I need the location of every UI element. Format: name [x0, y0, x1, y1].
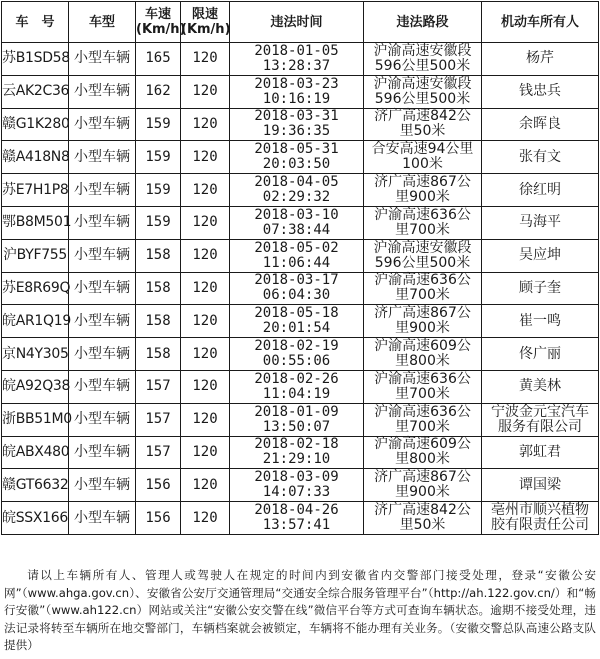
owner-line: 黄美林 — [519, 378, 561, 395]
violation-date: 2018-03-17 — [254, 272, 339, 289]
table-row — [2, 469, 599, 502]
road-line: 596公里500米 — [374, 90, 471, 107]
road-line: 沪渝高速609公 — [374, 338, 471, 355]
violation-road-cell — [364, 436, 482, 469]
violation-clock: 13:50:07 — [262, 418, 331, 435]
owner-cell — [482, 206, 599, 239]
violation-time-cell — [230, 75, 364, 108]
table-row — [2, 305, 599, 338]
plate-cell: 皖A92Q38 — [2, 370, 69, 403]
violation-time-cell — [230, 174, 364, 207]
owner-cell — [482, 75, 599, 108]
violation-road-cell — [364, 174, 482, 207]
plate-cell: 赣A418N8 — [2, 141, 69, 174]
violation-road-cell — [364, 75, 482, 108]
speed-cell: 158 — [136, 272, 181, 305]
table-row — [2, 108, 599, 141]
owner-line: 谭国梁 — [519, 476, 561, 493]
road-line: 济广高速867公 — [374, 469, 471, 486]
owner-line: 宁波金元宝汽车 — [491, 403, 589, 420]
violation-road-cell — [364, 239, 482, 272]
violation-road-cell — [364, 141, 482, 174]
vehicle-type-cell: 小型车辆 — [69, 43, 136, 76]
speed-cell: 165 — [136, 43, 181, 76]
violation-time-cell — [230, 502, 364, 535]
header-limit-label: 限速 — [191, 7, 218, 22]
violation-clock: 20:03:50 — [262, 156, 331, 173]
vehicle-type-cell: 小型车辆 — [69, 272, 136, 305]
owner-cell — [482, 141, 599, 174]
road-line: 里700米 — [395, 287, 450, 304]
vehicle-type-cell: 小型车辆 — [69, 108, 136, 141]
violation-clock: 13:28:37 — [262, 57, 331, 74]
owner-cell — [482, 174, 599, 207]
road-line: 沪渝高速636公 — [374, 370, 471, 387]
speed-cell: 158 — [136, 305, 181, 338]
vehicle-type-cell: 小型车辆 — [69, 403, 136, 436]
road-line: 沪渝高速636公 — [374, 206, 471, 223]
violation-time-cell — [230, 272, 364, 305]
violation-clock: 02:29:32 — [262, 189, 331, 206]
speeding-violations-table — [1, 1, 599, 535]
speed-cell: 158 — [136, 338, 181, 371]
road-line: 沪渝高速636公 — [374, 403, 471, 420]
owner-line: 马海平 — [519, 214, 561, 231]
speed-limit-cell: 120 — [181, 239, 230, 272]
violation-date: 2018-05-18 — [254, 305, 339, 322]
road-line: 沪渝高速安徽段 — [373, 42, 472, 59]
violation-date: 2018-02-18 — [254, 436, 339, 453]
plate-cell: 苏E7H1P8 — [2, 174, 69, 207]
speed-limit-cell: 120 — [181, 43, 230, 76]
speed-limit-cell: 120 — [181, 75, 230, 108]
header-violation-road: 违法路段 — [364, 2, 482, 43]
violation-road-cell — [364, 502, 482, 535]
speed-cell: 159 — [136, 108, 181, 141]
owner-line: 吴应坤 — [519, 247, 561, 264]
owner-line: 杨芹 — [526, 50, 554, 67]
owner-cell — [482, 338, 599, 371]
header-violation-time: 违法时间 — [230, 2, 364, 43]
owner-cell — [482, 43, 599, 76]
header-speed-unit: (Km/h) — [136, 22, 186, 37]
violation-clock: 11:06:44 — [262, 254, 331, 271]
road-line: 里800米 — [395, 451, 450, 468]
violation-time-cell — [230, 43, 364, 76]
speed-limit-cell: 120 — [181, 272, 230, 305]
table-row — [2, 370, 599, 403]
speed-limit-cell: 120 — [181, 370, 230, 403]
plate-cell: 浙BB51M0 — [2, 403, 69, 436]
road-line: 100米 — [402, 156, 443, 173]
road-line: 里900米 — [395, 189, 450, 206]
vehicle-type-cell: 小型车辆 — [69, 239, 136, 272]
header-speed — [136, 2, 186, 43]
header-speed-limit — [181, 2, 230, 43]
speed-limit-cell: 120 — [181, 469, 230, 502]
vehicle-type-cell: 小型车辆 — [69, 436, 136, 469]
table-row — [2, 502, 599, 535]
vehicle-type-cell: 小型车辆 — [69, 141, 136, 174]
speed-cell: 156 — [136, 469, 181, 502]
violation-clock: 11:04:19 — [262, 385, 331, 402]
violation-road-cell — [364, 108, 482, 141]
road-line: 里900米 — [395, 484, 450, 501]
violation-clock: 07:38:44 — [262, 221, 331, 238]
speed-cell: 162 — [136, 75, 181, 108]
violation-date: 2018-05-02 — [254, 239, 339, 256]
owner-line: 郭虹君 — [519, 443, 561, 460]
speed-cell: 157 — [136, 403, 181, 436]
speed-limit-cell: 120 — [181, 305, 230, 338]
road-line: 里900米 — [395, 320, 450, 337]
plate-cell: 皖ABX480 — [2, 436, 69, 469]
road-line: 596公里500米 — [374, 57, 471, 74]
violation-road-cell — [364, 370, 482, 403]
owner-cell — [482, 272, 599, 305]
violation-road-cell — [364, 206, 482, 239]
speed-cell: 156 — [136, 502, 181, 535]
owner-line: 张有文 — [519, 148, 561, 165]
violation-date: 2018-02-19 — [254, 338, 339, 355]
violation-road-cell — [364, 43, 482, 76]
plate-cell: 云AK2C36 — [2, 75, 69, 108]
violation-clock: 20:01:54 — [262, 320, 331, 337]
violation-date: 2018-03-23 — [254, 75, 339, 92]
speed-limit-cell: 120 — [181, 338, 230, 371]
violation-time-cell — [230, 239, 364, 272]
speed-cell: 159 — [136, 206, 181, 239]
speed-limit-cell: 120 — [181, 174, 230, 207]
notice-paragraph: 请以上车辆所有人、管理人或驾驶人在规定的时间内到安徽省内交警部门接受处理，登录“安徽公安网”（www.ahga.gov.cn）、安徽省公安厅交通管理局“交通安全综合服务管理平台”（http://ah.122.gov.cn/）和“畅行安徽”（www.ah122.cn）网站或关注“安徽公安交警在线”微信平台等方式可查询车辆状态。逾期不接受处理，违法记录将转至车辆所在地交警部门，车辆档案就会被锁定，车辆将不能办理有关业务。（安徽交警总队高速公路支队提供） — [4, 568, 596, 653]
speed-cell: 159 — [136, 141, 181, 174]
violation-clock: 19:36:35 — [262, 123, 331, 140]
table-row — [2, 403, 599, 436]
plate-cell: 赣G1K280 — [2, 108, 69, 141]
violation-date: 2018-04-05 — [254, 174, 339, 191]
road-line: 里800米 — [395, 353, 450, 370]
owner-line: 亳州市顺兴植物 — [491, 502, 589, 519]
header-speed-label: 车速 — [144, 7, 171, 22]
road-line: 济广高速842公 — [374, 108, 471, 125]
violation-time-cell — [230, 370, 364, 403]
road-line: 济广高速867公 — [374, 174, 471, 191]
speed-cell: 158 — [136, 239, 181, 272]
header-plate: 车 号 — [2, 2, 69, 43]
violation-date: 2018-03-31 — [254, 108, 339, 125]
road-line: 沪渝高速安徽段 — [373, 239, 472, 256]
owner-line: 钱忠兵 — [519, 83, 561, 100]
violation-road-cell — [364, 469, 482, 502]
owner-line: 佟广丽 — [519, 345, 561, 362]
road-line: 合安高速94公里 — [371, 141, 474, 158]
violation-time-cell — [230, 141, 364, 174]
road-line: 里700米 — [395, 221, 450, 238]
table-header-row — [2, 2, 599, 43]
violation-road-cell — [364, 403, 482, 436]
header-owner: 机动车所有人 — [482, 2, 599, 43]
plate-cell: 鄂B8M501 — [2, 206, 69, 239]
violation-clock: 06:04:30 — [262, 287, 331, 304]
speed-limit-cell: 120 — [181, 141, 230, 174]
road-line: 596公里500米 — [374, 254, 471, 271]
owner-cell — [482, 239, 599, 272]
violation-date: 2018-05-31 — [254, 141, 339, 158]
owner-cell — [482, 108, 599, 141]
plate-cell: 皖AR1Q19 — [2, 305, 69, 338]
violation-clock: 10:16:19 — [262, 90, 331, 107]
road-line: 济广高速842公 — [374, 502, 471, 519]
owner-line: 徐红明 — [519, 181, 561, 198]
violation-road-cell — [364, 272, 482, 305]
table-row — [2, 272, 599, 305]
owner-line: 胶有限责任公司 — [491, 517, 589, 534]
violation-time-cell — [230, 206, 364, 239]
plate-cell: 赣GT6632 — [2, 469, 69, 502]
owner-cell — [482, 370, 599, 403]
violation-time-cell — [230, 108, 364, 141]
vehicle-type-cell: 小型车辆 — [69, 370, 136, 403]
plate-cell: 沪BYF755 — [2, 239, 69, 272]
table-row — [2, 206, 599, 239]
violation-time-cell — [230, 338, 364, 371]
owner-cell — [482, 469, 599, 502]
violation-date: 2018-03-09 — [254, 469, 339, 486]
road-line: 里50米 — [399, 517, 446, 534]
violation-road-cell — [364, 338, 482, 371]
plate-cell: 苏E8R69Q — [2, 272, 69, 305]
owner-line: 崔一鸣 — [519, 312, 561, 329]
owner-line: 顾子奎 — [519, 279, 561, 296]
table-row — [2, 338, 599, 371]
owner-line: 余晖良 — [519, 115, 561, 132]
speed-limit-cell: 120 — [181, 403, 230, 436]
vehicle-type-cell: 小型车辆 — [69, 502, 136, 535]
speed-limit-cell: 120 — [181, 502, 230, 535]
violation-clock: 14:07:33 — [262, 484, 331, 501]
owner-cell — [482, 403, 599, 436]
vehicle-type-cell: 小型车辆 — [69, 75, 136, 108]
road-line: 里700米 — [395, 418, 450, 435]
plate-cell: 京N4Y305 — [2, 338, 69, 371]
plate-cell: 苏B1SD58 — [2, 43, 69, 76]
vehicle-type-cell: 小型车辆 — [69, 174, 136, 207]
vehicle-type-cell: 小型车辆 — [69, 469, 136, 502]
vehicle-type-cell: 小型车辆 — [69, 305, 136, 338]
speed-cell: 157 — [136, 370, 181, 403]
violation-road-cell — [364, 305, 482, 338]
owner-line: 服务有限公司 — [498, 418, 582, 435]
owner-cell — [482, 502, 599, 535]
violation-time-cell — [230, 436, 364, 469]
header-vehicle-type: 车型 — [69, 2, 136, 43]
owner-cell — [482, 436, 599, 469]
road-line: 里50米 — [399, 123, 446, 140]
violation-time-cell — [230, 403, 364, 436]
table-row — [2, 436, 599, 469]
violation-time-cell — [230, 469, 364, 502]
violation-date: 2018-02-26 — [254, 370, 339, 387]
speed-limit-cell: 120 — [181, 206, 230, 239]
table-row — [2, 174, 599, 207]
road-line: 济广高速867公 — [374, 305, 471, 322]
violation-date: 2018-01-05 — [254, 42, 339, 59]
violation-date: 2018-04-26 — [254, 502, 339, 519]
road-line: 里700米 — [395, 385, 450, 402]
speed-limit-cell: 120 — [181, 108, 230, 141]
road-line: 沪渝高速636公 — [374, 272, 471, 289]
vehicle-type-cell: 小型车辆 — [69, 206, 136, 239]
table-row — [2, 43, 599, 76]
table-row — [2, 75, 599, 108]
road-line: 沪渝高速609公 — [374, 436, 471, 453]
owner-cell — [482, 305, 599, 338]
violation-clock: 21:29:10 — [262, 451, 331, 468]
violation-date: 2018-03-10 — [254, 206, 339, 223]
plate-cell: 皖SSX166 — [2, 502, 69, 535]
speed-cell: 159 — [136, 174, 181, 207]
violation-time-cell — [230, 305, 364, 338]
violation-clock: 13:57:41 — [262, 517, 331, 534]
speed-cell: 157 — [136, 436, 181, 469]
table-row — [2, 239, 599, 272]
road-line: 沪渝高速安徽段 — [373, 75, 472, 92]
violation-clock: 00:55:06 — [262, 353, 331, 370]
vehicle-type-cell: 小型车辆 — [69, 338, 136, 371]
header-limit-unit: (Km/h) — [181, 22, 231, 37]
table-row — [2, 141, 599, 174]
violation-date: 2018-01-09 — [254, 403, 339, 420]
speed-limit-cell: 120 — [181, 436, 230, 469]
